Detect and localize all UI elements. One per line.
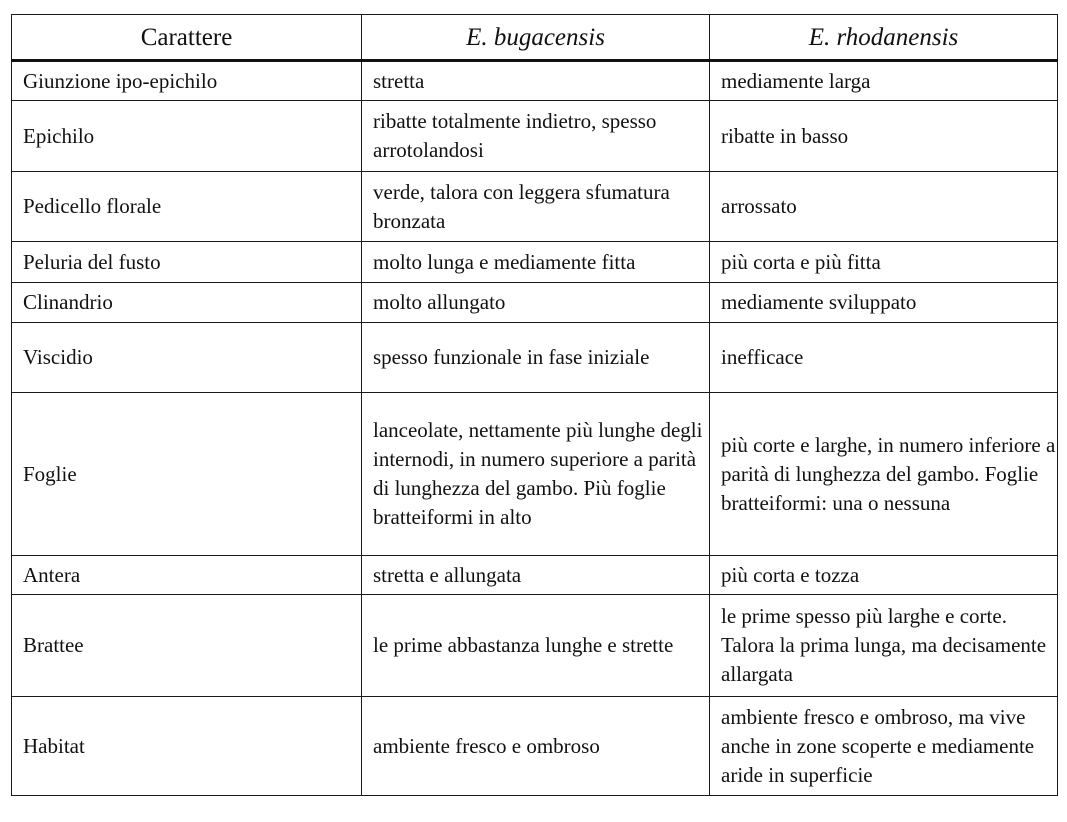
cell-carattere: Viscidio (12, 323, 362, 393)
table-row (12, 283, 1058, 323)
cell-carattere: Antera (12, 556, 362, 595)
cell-bugacensis: le prime abbastanza lunghe e strette (362, 595, 710, 697)
table-row (12, 556, 1058, 595)
cell-rhodanensis: più corte e larghe, in numero inferiore a parità di lunghezza del gambo. Foglie bratteiformi: una o nessuna (710, 393, 1058, 556)
cell-rhodanensis: mediamente larga (710, 61, 1058, 101)
comparison-table (11, 14, 1058, 796)
cell-bugacensis: ambiente fresco e ombroso (362, 697, 710, 796)
cell-bugacensis: molto lunga e mediamente fitta (362, 242, 710, 283)
cell-rhodanensis: inefficace (710, 323, 1058, 393)
cell-carattere: Peluria del fusto (12, 242, 362, 283)
table-row (12, 595, 1058, 697)
cell-rhodanensis: più corta e più fitta (710, 242, 1058, 283)
cell-rhodanensis: arrossato (710, 172, 1058, 242)
table-row (12, 61, 1058, 101)
cell-bugacensis: molto allungato (362, 283, 710, 323)
table-row (12, 101, 1058, 172)
header-carattere: Carattere (12, 15, 362, 61)
cell-rhodanensis: più corta e tozza (710, 556, 1058, 595)
table-row (12, 323, 1058, 393)
cell-carattere: Giunzione ipo-epichilo (12, 61, 362, 101)
header-e-rhodanensis: E. rhodanensis (710, 15, 1058, 61)
table-row (12, 242, 1058, 283)
cell-rhodanensis: le prime spesso più larghe e corte. Talora la prima lunga, ma decisamente allargata (710, 595, 1058, 697)
table-header-row (12, 15, 1058, 61)
cell-bugacensis: spesso funzionale in fase iniziale (362, 323, 710, 393)
cell-carattere: Habitat (12, 697, 362, 796)
cell-carattere: Pedicello florale (12, 172, 362, 242)
cell-carattere: Brattee (12, 595, 362, 697)
cell-bugacensis: lanceolate, nettamente più lunghe degli internodi, in numero superiore a parità di lunghezza del gambo. Più foglie bratteiformi in alto (362, 393, 710, 556)
cell-carattere: Epichilo (12, 101, 362, 172)
cell-carattere: Clinandrio (12, 283, 362, 323)
cell-rhodanensis: ribatte in basso (710, 101, 1058, 172)
table-row (12, 697, 1058, 796)
cell-bugacensis: ribatte totalmente indietro, spesso arrotolandosi (362, 101, 710, 172)
cell-bugacensis: verde, talora con leggera sfumatura bronzata (362, 172, 710, 242)
cell-rhodanensis: ambiente fresco e ombroso, ma vive anche in zone scoperte e mediamente aride in superficie (710, 697, 1058, 796)
table-row (12, 393, 1058, 556)
header-e-bugacensis: E. bugacensis (362, 15, 710, 61)
cell-carattere: Foglie (12, 393, 362, 556)
cell-bugacensis: stretta (362, 61, 710, 101)
cell-bugacensis: stretta e allungata (362, 556, 710, 595)
table-row (12, 172, 1058, 242)
cell-rhodanensis: mediamente sviluppato (710, 283, 1058, 323)
